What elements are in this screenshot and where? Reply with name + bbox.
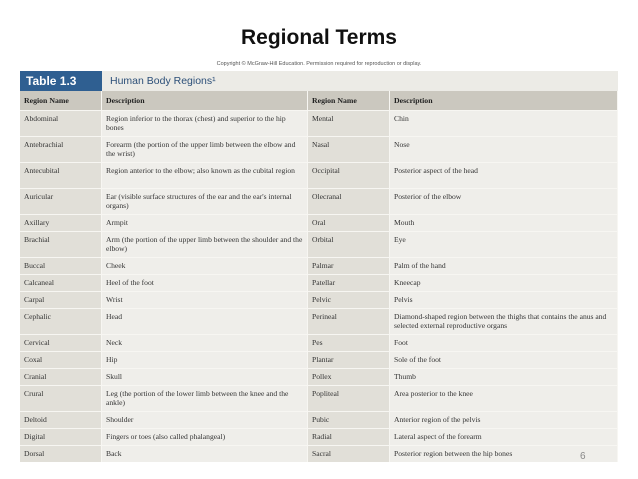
column-header: Description	[390, 91, 618, 110]
region-name: Plantar	[308, 351, 390, 368]
region-description: Posterior region between the hip bones	[390, 445, 618, 462]
column-header: Region Name	[308, 91, 390, 110]
region-name: Dorsal	[20, 445, 102, 462]
region-description: Sole of the foot	[390, 351, 618, 368]
table-header-row	[20, 91, 618, 110]
table-row	[20, 351, 618, 368]
table-row	[20, 274, 618, 291]
copyright-notice: Copyright © McGraw-Hill Education. Permission required for reproduction or display.	[216, 61, 422, 67]
region-name: Popliteal	[308, 385, 390, 411]
slide-title: Regional Terms	[241, 26, 397, 49]
table-header-bar	[20, 71, 618, 91]
region-name: Cephalic	[20, 308, 102, 334]
region-description: Back	[102, 445, 308, 462]
table-row	[20, 334, 618, 351]
region-name: Carpal	[20, 291, 102, 308]
region-name: Brachial	[20, 231, 102, 257]
region-name: Antecubital	[20, 162, 102, 188]
region-name: Pes	[308, 334, 390, 351]
region-description: Chin	[390, 110, 618, 136]
region-name: Pelvic	[308, 291, 390, 308]
region-description: Posterior of the elbow	[390, 188, 618, 214]
region-description: Mouth	[390, 214, 618, 231]
region-description: Neck	[102, 334, 308, 351]
region-name: Axillary	[20, 214, 102, 231]
region-name: Mental	[308, 110, 390, 136]
region-name: Pollex	[308, 368, 390, 385]
region-name: Auricular	[20, 188, 102, 214]
region-name: Oral	[308, 214, 390, 231]
table-row	[20, 136, 618, 162]
table-row	[20, 385, 618, 411]
region-name: Deltoid	[20, 411, 102, 428]
column-header: Region Name	[20, 91, 102, 110]
region-description: Pelvis	[390, 291, 618, 308]
table-row	[20, 368, 618, 385]
table-number: Table 1.3	[20, 71, 102, 91]
region-description: Diamond-shaped region between the thighs that contains the anus and selected external reproductive organs	[390, 308, 618, 334]
region-description: Head	[102, 308, 308, 334]
table-row	[20, 214, 618, 231]
region-description: Lateral aspect of the forearm	[390, 428, 618, 445]
region-description: Cheek	[102, 257, 308, 274]
table-row	[20, 411, 618, 428]
region-description: Fingers or toes (also called phalangeal)	[102, 428, 308, 445]
region-description: Wrist	[102, 291, 308, 308]
region-description: Nose	[390, 136, 618, 162]
region-name: Perineal	[308, 308, 390, 334]
table-row	[20, 231, 618, 257]
region-name: Buccal	[20, 257, 102, 274]
region-description: Forearm (the portion of the upper limb between the elbow and the wrist)	[102, 136, 308, 162]
region-name: Patellar	[308, 274, 390, 291]
region-description: Area posterior to the knee	[390, 385, 618, 411]
region-description: Ear (visible surface structures of the ear and the ear's internal organs)	[102, 188, 308, 214]
region-description: Posterior aspect of the head	[390, 162, 618, 188]
region-description: Anterior region of the pelvis	[390, 411, 618, 428]
table-row	[20, 308, 618, 334]
region-name: Digital	[20, 428, 102, 445]
region-name: Cervical	[20, 334, 102, 351]
region-description: Leg (the portion of the lower limb between the knee and the ankle)	[102, 385, 308, 411]
region-name: Orbital	[308, 231, 390, 257]
region-description: Skull	[102, 368, 308, 385]
region-name: Olecranal	[308, 188, 390, 214]
region-description: Region anterior to the elbow; also known as the cubital region	[102, 162, 308, 188]
region-description: Arm (the portion of the upper limb between the shoulder and the elbow)	[102, 231, 308, 257]
column-header: Description	[102, 91, 308, 110]
region-name: Pubic	[308, 411, 390, 428]
region-name: Nasal	[308, 136, 390, 162]
region-name: Crural	[20, 385, 102, 411]
region-name: Calcaneal	[20, 274, 102, 291]
table-row	[20, 110, 618, 136]
region-name: Occipital	[308, 162, 390, 188]
regions-table	[20, 91, 618, 462]
region-name: Cranial	[20, 368, 102, 385]
region-name: Abdominal	[20, 110, 102, 136]
region-description: Thumb	[390, 368, 618, 385]
region-description: Hip	[102, 351, 308, 368]
page-number: 6	[580, 451, 586, 462]
region-name: Radial	[308, 428, 390, 445]
region-name: Coxal	[20, 351, 102, 368]
table-row	[20, 445, 618, 462]
region-description: Region inferior to the thorax (chest) and superior to the hip bones	[102, 110, 308, 136]
table-row	[20, 188, 618, 214]
table-container	[20, 71, 618, 462]
region-name: Palmar	[308, 257, 390, 274]
region-name: Sacral	[308, 445, 390, 462]
region-description: Armpit	[102, 214, 308, 231]
region-description: Foot	[390, 334, 618, 351]
region-description: Kneecap	[390, 274, 618, 291]
table-body	[20, 110, 618, 462]
table-row	[20, 428, 618, 445]
region-description: Heel of the foot	[102, 274, 308, 291]
region-name: Antebrachial	[20, 136, 102, 162]
region-description: Eye	[390, 231, 618, 257]
table-row	[20, 257, 618, 274]
region-description: Palm of the hand	[390, 257, 618, 274]
table-caption: Human Body Regions¹	[110, 75, 216, 87]
region-description: Shoulder	[102, 411, 308, 428]
table-row	[20, 291, 618, 308]
table-row	[20, 162, 618, 188]
